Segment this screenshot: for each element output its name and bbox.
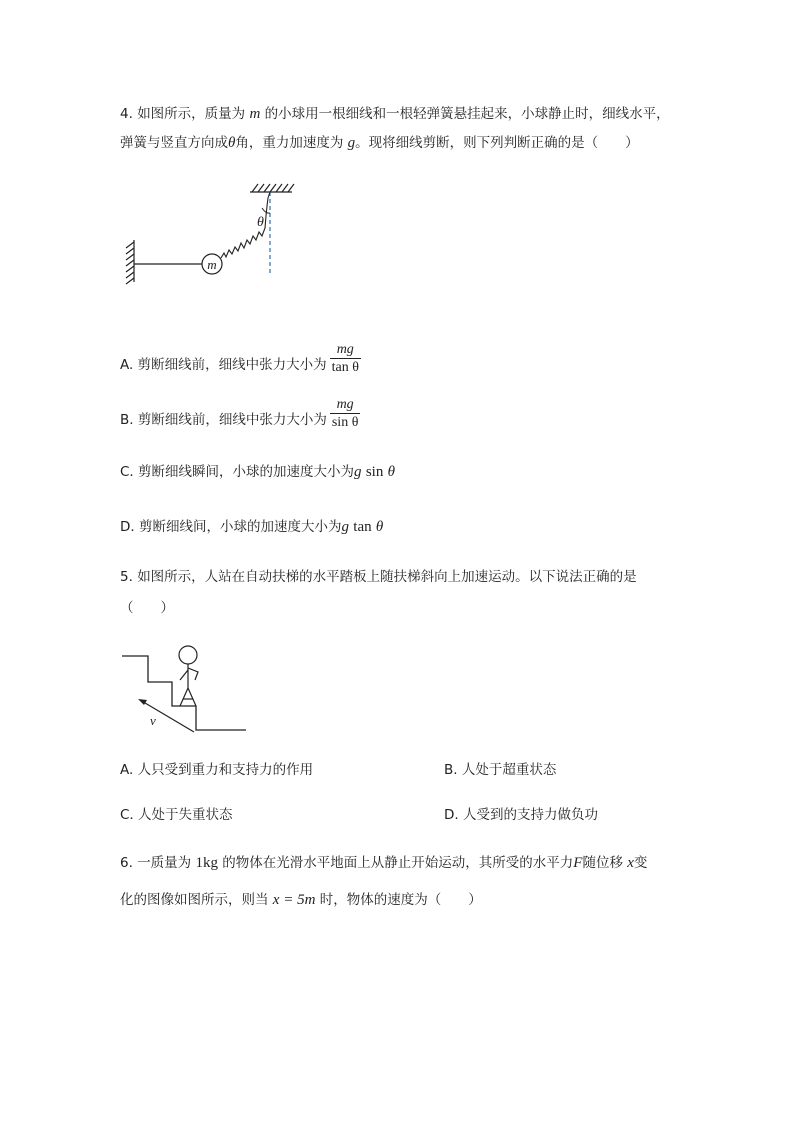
q4-option-c-theta: θ xyxy=(387,464,395,480)
q6-line-2 xyxy=(120,890,482,910)
q5-option-b-label: B. xyxy=(444,762,458,778)
q6-text-1b: 的物体在光滑水平地面上从静止开始运动，其所受的水平力 xyxy=(222,855,574,871)
q6-line-1 xyxy=(120,853,647,873)
q5-option-d-text: 人受到的支持力做负功 xyxy=(462,807,598,823)
q4-text-2a: 弹簧与竖直方向成 xyxy=(120,135,228,151)
q4-text-1b: 的小球用一根细线和一根轻弹簧悬挂起来，小球静止时，细线水平， xyxy=(264,106,670,122)
q6-mass: 1kg xyxy=(195,855,218,871)
q4-option-c-label: C. xyxy=(120,464,134,480)
q4-option-d-theta: θ xyxy=(375,519,384,535)
q4-option-b-text: 剪断细线前，细线中张力大小为 xyxy=(137,412,327,428)
q5-option-a-text: 人只受到重力和支持力的作用 xyxy=(137,762,314,778)
q6-x-equation: x = 5m xyxy=(272,892,316,908)
q4-option-d-func: tan xyxy=(353,519,372,535)
q6-text-2a: 化的图像如图所示，则当 xyxy=(120,892,269,908)
q4-ball-label: m xyxy=(207,257,217,272)
q4-option-c-g: g xyxy=(354,464,362,480)
q5-option-b[interactable] xyxy=(444,760,556,780)
q5-option-d-label: D. xyxy=(444,807,459,823)
q5-number: 5. xyxy=(120,569,133,585)
q4-option-a-label: A. xyxy=(120,357,134,373)
q5-text-1: 如图所示，人站在自动扶梯的水平踏板上随扶梯斜向上加速运动。以下说法正确的是 xyxy=(137,569,637,585)
q4-option-a-numerator: mg xyxy=(330,342,361,359)
q5-option-b-text: 人处于超重状态 xyxy=(461,762,557,778)
q6-number: 6. xyxy=(120,855,133,871)
q6-x-symbol: x xyxy=(627,855,634,871)
q5-arrow-head xyxy=(138,699,147,705)
q4-option-d-text: 剪断细线间，小球的加速度大小为 xyxy=(138,519,342,535)
q5-escalator-steps xyxy=(122,656,246,730)
q5-velocity-arrow xyxy=(140,700,194,732)
q5-person xyxy=(179,646,198,706)
q4-option-c-text: 剪断细线瞬间，小球的加速度大小为 xyxy=(138,464,355,480)
q4-option-b-label: B. xyxy=(120,412,134,428)
q4-mass-symbol: m xyxy=(249,106,261,122)
q4-option-d-g: g xyxy=(341,519,349,535)
q4-option-b-denominator: sin θ xyxy=(331,415,359,430)
q5-option-c-label: C. xyxy=(120,807,134,823)
q4-option-a-denominator: tan θ xyxy=(331,360,359,375)
q4-text-1a: 如图所示，质量为 xyxy=(137,106,246,122)
q4-option-a-text: 剪断细线前，细线中张力大小为 xyxy=(137,357,327,373)
q4-angle-label: θ xyxy=(257,215,264,230)
q4-number: 4. xyxy=(120,106,133,122)
q4-option-b-numerator: mg xyxy=(330,397,361,414)
q5-option-a[interactable] xyxy=(120,760,313,780)
q5-option-a-label: A. xyxy=(120,762,134,778)
q5-option-c-text: 人处于失重状态 xyxy=(138,807,233,823)
q5-option-c[interactable] xyxy=(120,805,233,825)
q4-text-2b: 角，重力加速度为 xyxy=(235,135,344,151)
q4-g-symbol: g xyxy=(347,135,356,151)
q6-text-1c: 随位移 xyxy=(582,855,623,871)
q4-option-c-func: sin xyxy=(365,464,384,480)
q5-velocity-label: v xyxy=(150,713,156,728)
q4-option-d-label: D. xyxy=(120,519,135,535)
q5-option-d[interactable] xyxy=(444,805,598,825)
q5-text-2: （ ） xyxy=(120,600,174,616)
q4-theta-symbol: θ xyxy=(228,135,236,151)
q6-text-1d: 变 xyxy=(633,855,648,871)
q6-text-2b: 时，物体的速度为（ ） xyxy=(319,892,482,908)
q6-text-1a: 一质量为 xyxy=(137,855,192,871)
q6-force-symbol: F xyxy=(573,855,583,871)
q4-text-2c: 。现将细线剪断，则下列判断正确的是（ ） xyxy=(355,135,639,151)
